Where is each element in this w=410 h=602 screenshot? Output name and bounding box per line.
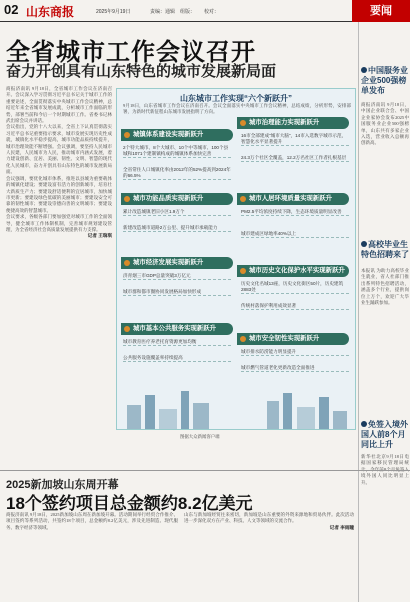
side-article: 商报济南讯 9月18日，中国企业联合会、中国企业家协会发布2025中国服务业企业500强榜单，山东共有多家企业入选，营业收入总额再创新高。 xyxy=(361,102,409,146)
side-headline xyxy=(361,66,409,96)
fact-item: PM2.5平均浓度持续下降，生态环境质量明显改善 xyxy=(241,209,349,216)
editor: 责编：通辑 xyxy=(150,9,176,15)
second-paragraph: 山东与新加坡经贸往来密切，新加坡是山东重要的外资来源地和贸易伙伴。此次活动进一步深化双方在产业、科技、人文等领域的交流合作。 xyxy=(184,512,354,524)
fact-item: 2个特大城市、8个大城市、10个中等城市、100个县城和1071个建制镇构成的城镇体系加快完善 xyxy=(123,145,231,158)
section-header: 城市治理能力实现新跃升 xyxy=(237,117,349,129)
side-article: 新华社北京9月18日电 据国家移民管理局统计，今年前8个月免签入境外国人同比明显上升。 xyxy=(361,454,409,485)
lead-byline: 记者 王瑞琪 xyxy=(87,233,112,239)
bullet-icon xyxy=(361,67,367,73)
masthead xyxy=(0,0,410,22)
infographic-title: 山东城市工作实现“六个新跃升” xyxy=(180,94,292,103)
fact-item: 城市教育医疗养老托育资源更加均衡 xyxy=(123,339,231,346)
lead-article xyxy=(6,86,112,466)
fact-item: 历史文化名城13座，历史文化街区50片，历史建筑2883处 xyxy=(241,281,349,294)
section-header: 城市人居环境质量实现新跃升 xyxy=(237,193,349,205)
infographic-panel xyxy=(116,88,356,430)
second-article-col1 xyxy=(6,512,178,600)
section-header: 城市安全韧性实现新跃升 xyxy=(237,333,349,345)
second-headline: 18个签约项目总金额约8.2亿美元 xyxy=(6,494,253,513)
fact-item: 公共服务设施覆盖率持续提高 xyxy=(123,355,231,362)
lead-headline: 全省城市工作会议召开 xyxy=(6,39,256,66)
section-divider xyxy=(0,470,410,471)
paper-name: 山东商报 xyxy=(26,5,75,19)
second-article-col2 xyxy=(184,512,354,600)
city-skyline-illustration xyxy=(117,385,355,429)
side-article: 本报讯 为助力高校毕业生就业，省人社部门推出系列特色招聘活动，涵盖多个行业，提供岗位上万个，欢迎广大毕业生踊跃参加。 xyxy=(361,268,409,306)
section-tag: 要闻 xyxy=(352,0,410,22)
sidebar-news xyxy=(358,22,410,602)
lead-paragraph: 会议强调，要优化城市体系，推进以县城为重要载体的城镇化建设；要建设富有活力的创新城市，培育壮大新质生产力；要建设舒适便利的宜居城市，加快城市更新；要建设绿色低碳的美丽城市；要建设安全可靠的韧性城市；要建设崇德向善的文明城市；要建设便捷高效的智慧城市。 xyxy=(6,175,112,213)
side-headline xyxy=(361,240,409,260)
lead-paragraph: 会议指出，党的十八大以来，全省上下认真贯彻落实习近平总书记重要指示要求，城市发展实现历史性成就，城镇化水平稳步提高，城市功能品质持续提升，城市治理效能不断增强。会议强调，要坚持人民城市人民建，人民城市为人民，推动城市内涵式发展，着力建设创新、宜居、美丽、韧性、文明、智慧的现代化人民城市，奋力开创具有山东特色的城市发展新局面。 xyxy=(6,124,112,175)
lead-subheadline: 奋力开创具有山东特色的城市发展新局面 xyxy=(6,63,277,80)
design: 组版： xyxy=(180,9,196,15)
photo-credit: 图据大众新闻客户端 xyxy=(180,434,220,439)
section-header: 城市基本公共服务实现新跃升 xyxy=(121,323,233,335)
bullet-icon xyxy=(361,421,367,427)
proof: 校对： xyxy=(204,9,220,15)
section-header: 城市经济发展实现新跃升 xyxy=(121,257,233,269)
fact-item: 城市群和都市圈协同发展格局加快形成 xyxy=(123,289,231,296)
lead-paragraph: 商报济南讯 9月18日，全省城市工作会议在济南召开。会议深入学习贯彻习近平总书记关于城市工作的重要论述，全面贯彻落实中央城市工作会议精神，总结近年来全省城市发展成就，分析城市工作面临的形势，部署当前和今后一个时期城市工作。省委书记林武出席会议并讲话。 xyxy=(6,86,112,124)
fact-item: 累计改造城镇老旧小区1.9万个 xyxy=(123,209,231,216)
second-kicker: 2025新加坡山东周开幕 xyxy=(6,479,119,491)
page-number: 02 xyxy=(4,2,19,17)
issue-date: 2025年9月19日 xyxy=(96,9,131,15)
fact-item: 24.3万个社区全覆盖，12.2万名社区工作者扎根基层 xyxy=(241,155,349,162)
fact-item: 城市排水防涝能力明显提升 xyxy=(241,349,349,356)
second-byline: 记者 李雨瞳 xyxy=(329,524,354,530)
fact-item: 传统村落保护利用成效显著 xyxy=(241,303,349,310)
side-headline-text: 高校毕业生特色招聘来了 xyxy=(361,240,409,259)
side-headline-text: 免签入境外国人前8个月同比上升 xyxy=(361,420,408,449)
section-header: 城镇体系建设实现新跃升 xyxy=(121,129,233,141)
section-header: 城市功能品质实现新跃升 xyxy=(121,193,233,205)
fact-item: 济青烟三市GDP总量突破3万亿元 xyxy=(123,273,231,280)
infographic-intro: 9月18日，山东省城市工作会议在济南召开。会议全面落实中央城市工作会议精神，总结成绩，分析形势，安排部署，为新时代新征程山东城市发展指明了方向。 xyxy=(123,103,351,115)
fact-item: 新建改造城市道路2万公里、提升城市承载能力 xyxy=(123,225,231,232)
side-headline-text: 中国服务业企业500强榜单发布 xyxy=(361,66,408,95)
side-headline xyxy=(361,420,409,450)
section-header: 城市历史文化保护水平实现新跃升 xyxy=(237,265,349,277)
second-paragraph: 商报济南讯 9月18日，2025新加坡山东周在新加坡开幕。活动期间举行经贸合作推介、项目签约等系列活动，共签约18个项目，总金额约8.2亿美元，涉及先进制造、现代服务、数字经济等领域。 xyxy=(6,512,178,530)
fact-item: 城市建成区绿地率40%以上 xyxy=(241,231,349,238)
bullet-icon xyxy=(361,241,367,247)
fact-item: 16市全部建成“城市大脑”，14市入选数字城市示范，智慧化水平显著提升 xyxy=(241,133,349,146)
fact-item: 全省常住人口城镇化率由2012年的52%提高到2024年的66.5% xyxy=(123,167,231,178)
lead-paragraph: 会议要求，各级各部门要加强党对城市工作的全面领导，健全城市工作体制机制，完善城市规划建设管理，为全省经济社会高质量发展提供有力支撑。 xyxy=(6,214,112,232)
fact-item: 城市燃气管道老化更新改造全面推进 xyxy=(241,365,349,372)
